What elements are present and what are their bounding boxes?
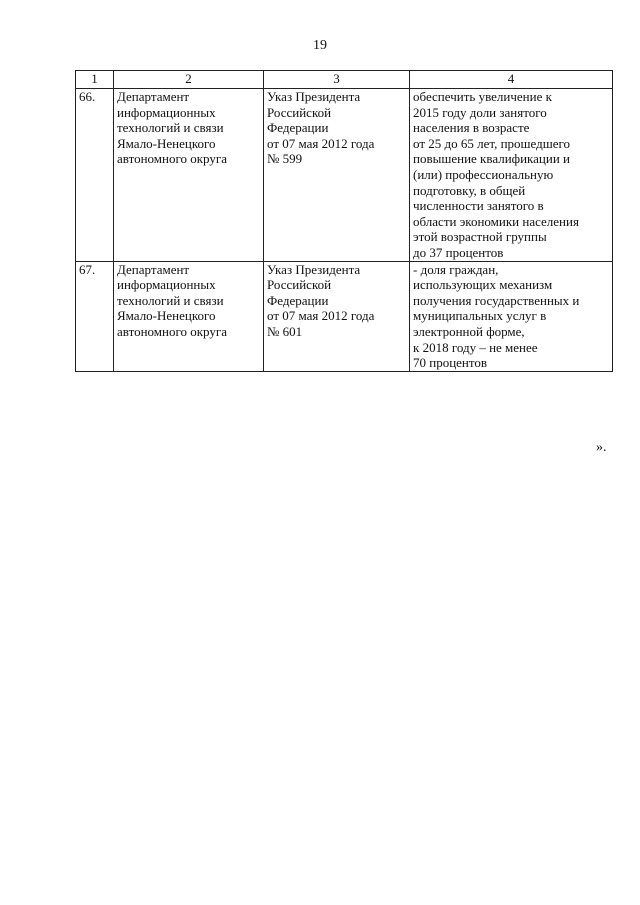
text-line: Департамент bbox=[117, 89, 190, 104]
text-line: Указ Президента bbox=[267, 89, 361, 104]
column-header-department: 2 bbox=[114, 71, 264, 89]
text-line: от 25 до 65 лет, прошедшего bbox=[413, 135, 571, 151]
row-number: 67. bbox=[76, 261, 114, 371]
text-line: информационных bbox=[117, 277, 216, 293]
decree-cell bbox=[264, 89, 410, 262]
table-row bbox=[76, 261, 613, 371]
indicator-cell bbox=[410, 89, 613, 262]
column-header-decree: 3 bbox=[264, 71, 410, 89]
text-line: информационных bbox=[117, 104, 216, 120]
text-line: технологий и связи bbox=[117, 120, 224, 136]
text-line: Российской bbox=[267, 277, 332, 293]
table-row bbox=[76, 89, 613, 262]
text-line: - доля граждан, bbox=[413, 261, 499, 277]
department-cell bbox=[114, 89, 264, 262]
text-line: Ямало-Ненецкого bbox=[117, 308, 216, 324]
text-line: до 37 процентов bbox=[413, 244, 504, 260]
closing-quote-mark: ». bbox=[596, 440, 607, 455]
decree-indicators-table bbox=[75, 70, 613, 372]
department-cell bbox=[114, 261, 264, 371]
text-line: Федерации bbox=[267, 120, 329, 136]
text-line: технологий и связи bbox=[117, 292, 224, 308]
text-line: получения государственных и bbox=[413, 292, 580, 308]
text-line: к 2018 году – не менее bbox=[413, 339, 538, 355]
text-line: автономного округа bbox=[117, 323, 227, 339]
text-line: области экономики населения bbox=[413, 213, 579, 229]
text-line: обеспечить увеличение к bbox=[413, 89, 552, 104]
column-header-number: 1 bbox=[76, 71, 114, 89]
text-line: Федерации bbox=[267, 292, 329, 308]
text-line: от 07 мая 2012 года bbox=[267, 308, 375, 324]
text-line: 2015 году доли занятого bbox=[413, 104, 547, 120]
text-line: этой возрастной группы bbox=[413, 229, 547, 245]
text-line: населения в возрасте bbox=[413, 120, 530, 136]
text-line: от 07 мая 2012 года bbox=[267, 135, 375, 151]
page-number: 19 bbox=[313, 38, 327, 53]
text-line: использующих механизм bbox=[413, 277, 553, 293]
text-line: автономного округа bbox=[117, 151, 227, 167]
column-header-indicator: 4 bbox=[410, 71, 613, 89]
text-line: Ямало-Ненецкого bbox=[117, 135, 216, 151]
text-line: № 599 bbox=[267, 151, 303, 167]
text-line: № 601 bbox=[267, 323, 303, 339]
table-header-row bbox=[76, 71, 613, 89]
text-line: Указ Президента bbox=[267, 261, 361, 277]
text-line: муниципальных услуг в bbox=[413, 308, 547, 324]
text-line: Департамент bbox=[117, 261, 190, 277]
row-number: 66. bbox=[76, 89, 114, 262]
text-line: подготовку, в общей bbox=[413, 182, 526, 198]
text-line: Российской bbox=[267, 104, 332, 120]
indicator-cell bbox=[410, 261, 613, 371]
text-line: повышение квалификации и bbox=[413, 151, 571, 167]
text-line: (или) профессиональную bbox=[413, 166, 554, 182]
text-line: электронной форме, bbox=[413, 323, 525, 339]
text-line: численности занятого в bbox=[413, 198, 544, 214]
text-line: 70 процентов bbox=[413, 355, 488, 371]
decree-cell bbox=[264, 261, 410, 371]
